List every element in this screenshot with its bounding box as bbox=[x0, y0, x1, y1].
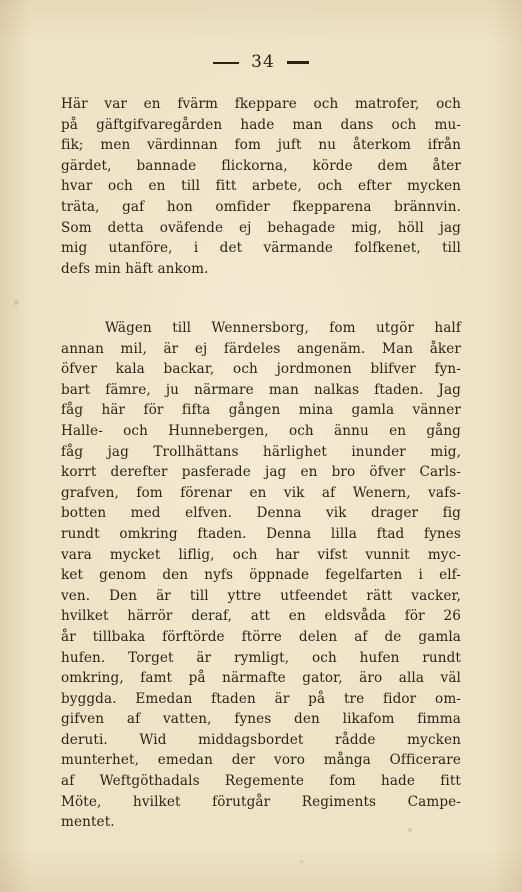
text-line: korrt derefter pasferade jag en bro öfver Carls- bbox=[61, 464, 461, 481]
text-line: mentet. bbox=[61, 814, 115, 831]
text-line: hvar och en till fitt arbete, och efter mycken bbox=[61, 178, 461, 195]
text-line: omkring, famt på närmafte gator, äro alla väl bbox=[61, 670, 461, 687]
text-line: gärdet, bannade flickorna, körde dem åter bbox=[61, 157, 461, 174]
text-line: hufen. Torget är rymligt, och hufen rundt bbox=[61, 649, 461, 666]
text-line: Möte, hvilket förutgår Regiments Campe- bbox=[61, 793, 461, 810]
text-line: öfver kala backar, och jordmonen blifver fyn- bbox=[61, 361, 461, 378]
text-line: vara mycket liflig, och har vifst vunnit myc- bbox=[61, 546, 461, 563]
text-line: munterhet, emedan der voro många Officerare bbox=[61, 752, 461, 769]
text-line: träta, gaf hon omfider fkepparena brännvin. bbox=[61, 198, 461, 215]
text-line: Här var en fvärm fkeppare och matrofer, och bbox=[61, 96, 461, 112]
text-line: grafven, fom förenar en vik af Wenern, vafs- bbox=[61, 484, 461, 501]
text-line: rundt omkring ftaden. Denna lilla ftad fynes bbox=[61, 525, 461, 542]
page-number: 34 bbox=[251, 52, 275, 72]
text-line: deruti. Wid middagsbordet rådde mycken bbox=[61, 731, 461, 748]
text-line: fåg jag Trollhättans härlighet inunder mig, bbox=[61, 443, 461, 460]
text-line: byggda. Emedan ftaden är på tre fidor om- bbox=[61, 690, 461, 707]
text-line: år tillbaka förftörde ftörre delen af de gamla bbox=[61, 628, 461, 645]
header-rule-right bbox=[287, 61, 309, 64]
text-line: på gäftgifvaregården hade man dans och mu- bbox=[61, 116, 461, 133]
text-line: fåg här för fifta gången mina gamla vänner bbox=[61, 402, 461, 419]
header-rule-left bbox=[213, 62, 239, 64]
text-line: hvilket härrör deraf, att en eldsvåda för 26 bbox=[61, 608, 461, 625]
text-line: fik; men värdinnan fom juft nu återkom ifrån bbox=[61, 137, 461, 154]
paragraph-1 bbox=[61, 94, 461, 279]
text-line: gifven af vatten, fynes den likafom fimma bbox=[61, 711, 461, 728]
paragraph-2 bbox=[61, 318, 461, 833]
text-line: defs min häft ankom. bbox=[61, 260, 209, 277]
paper-stain bbox=[300, 860, 303, 863]
text-line: mig utanföre, i det värmande folfkenet, till bbox=[61, 240, 461, 257]
text-line: af Weftgöthadals Regemente fom hade fitt bbox=[61, 773, 461, 790]
text-line: annan mil, är ej färdeles angenäm. Man åker bbox=[61, 340, 461, 357]
text-line: Wägen till Wennersborg, fom utgör half bbox=[105, 320, 461, 336]
page-header bbox=[0, 52, 522, 72]
paper-stain bbox=[14, 300, 19, 305]
text-line: ven. Den är till yttre utfeendet rätt vacker, bbox=[61, 587, 461, 604]
text-line: bart fämre, ju närmare man nalkas ftaden. Jag bbox=[61, 381, 461, 398]
text-line: botten med elfven. Denna vik drager fig bbox=[61, 505, 461, 522]
text-line: Som detta oväfende ej behagade mig, höll jag bbox=[61, 219, 461, 236]
text-line: ket genom den nyfs öppnade fegelfarten i elf- bbox=[61, 567, 461, 584]
text-line: Halle- och Hunnebergen, och ännu en gång bbox=[61, 422, 461, 439]
